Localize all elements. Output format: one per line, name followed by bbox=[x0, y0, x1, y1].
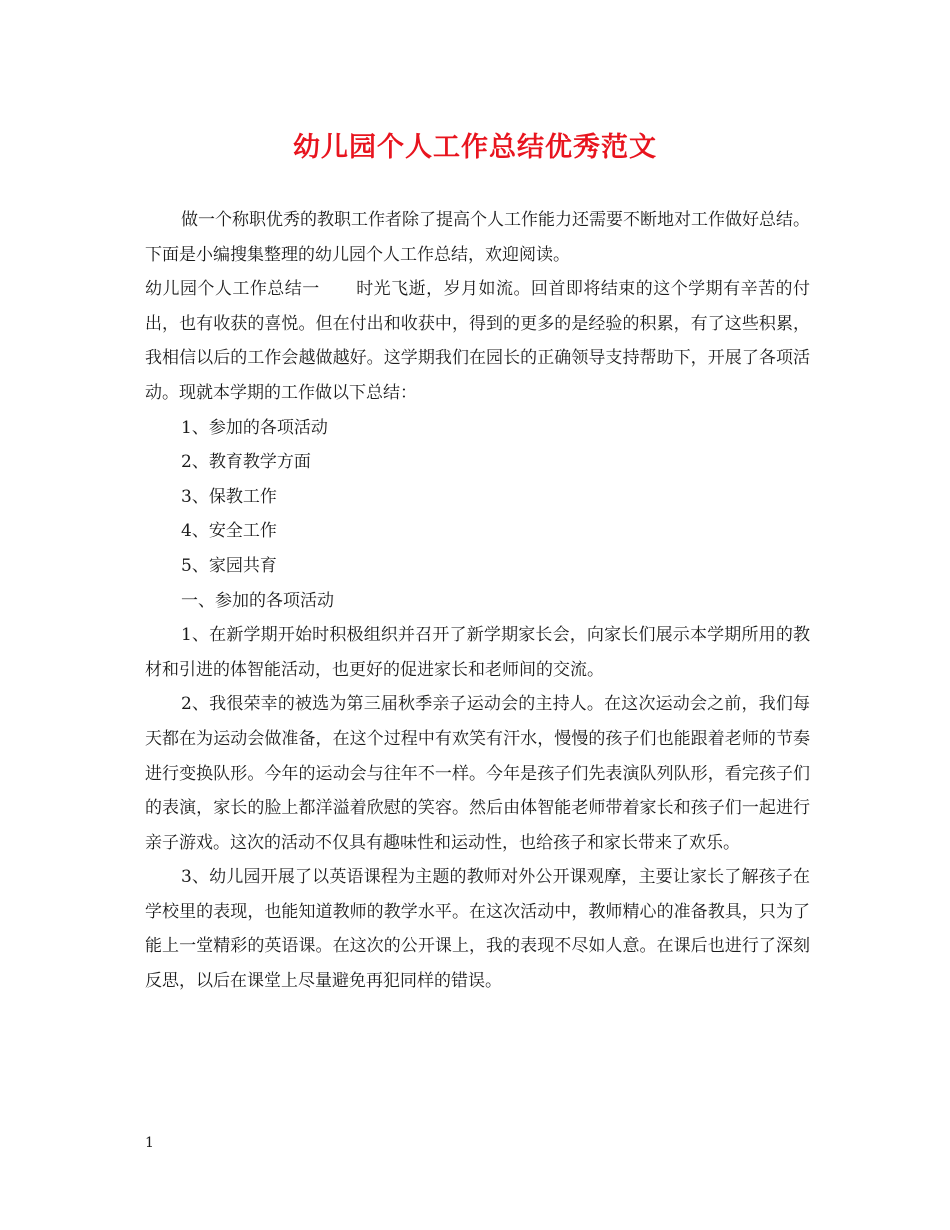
part-one-heading: 一、参加的各项活动 bbox=[181, 590, 334, 611]
section-paragraph bbox=[145, 272, 810, 410]
body-paragraph: 3、幼儿园开展了以英语课程为主题的教师对外公开课观摩，主要让家长了解孩子在学校里的表现，也能知道教师的教学水平。在这次活动中，教师精心的准备教具，只为了能上一堂精彩的英语课。在这次的公开课上，我的表现不尽如人意。在课后也进行了深刻反思，以后在课堂上尽量避免再犯同样的错误。 bbox=[145, 867, 810, 992]
outline-item: 3、保教工作 bbox=[181, 486, 277, 507]
outline-item: 2、教育教学方面 bbox=[181, 452, 311, 473]
outline-item: 4、安全工作 bbox=[181, 521, 277, 542]
section-opening-text: 时光飞逝，岁月如流。回首即将结束的这个学期有辛苦的付出，也有收获的喜悦。但在付出和收获中，得到的更多的是经验的积累，有了这些积累，我相信以后的工作会越做越好。这学期我们在园长的正确领导支持帮助下，开展了各项活动。现就本学期的工作做以下总结： bbox=[145, 279, 811, 403]
document-title: 幼儿园个人工作总结优秀范文 bbox=[293, 132, 657, 163]
section-heading: 幼儿园个人工作总结一 bbox=[145, 279, 320, 300]
body-paragraph: 2、我很荣幸的被选为第三届秋季亲子运动会的主持人。在这次运动会之前，我们每天都在为运动会做准备，在这个过程中有欢笑有汗水，慢慢的孩子们也能跟着老师的节奏进行变换队形。今年的运动会与往年不一样。今年是孩子们先表演队列队形，看完孩子们的表演，家长的脸上都洋溢着欣慰的笑容。然后由体智能老师带着家长和孩子们一起进行亲子游戏。这次的活动不仅具有趣味性和运动性，也给孩子和家长带来了欢乐。 bbox=[145, 694, 810, 853]
body-paragraph: 1、在新学期开始时积极组织并召开了新学期家长会，向家长们展示本学期所用的教材和引进的体智能活动，也更好的促进家长和老师间的交流。 bbox=[145, 625, 810, 680]
document-body bbox=[145, 203, 810, 999]
outline-item: 5、家园共育 bbox=[181, 555, 277, 576]
intro-paragraph: 做一个称职优秀的教职工作者除了提高个人工作能力还需要不断地对工作做好总结。下面是小编搜集整理的幼儿园个人工作总结，欢迎阅读。 bbox=[145, 210, 810, 265]
outline-item: 1、参加的各项活动 bbox=[181, 417, 328, 438]
page-number: 1 bbox=[145, 1135, 154, 1151]
